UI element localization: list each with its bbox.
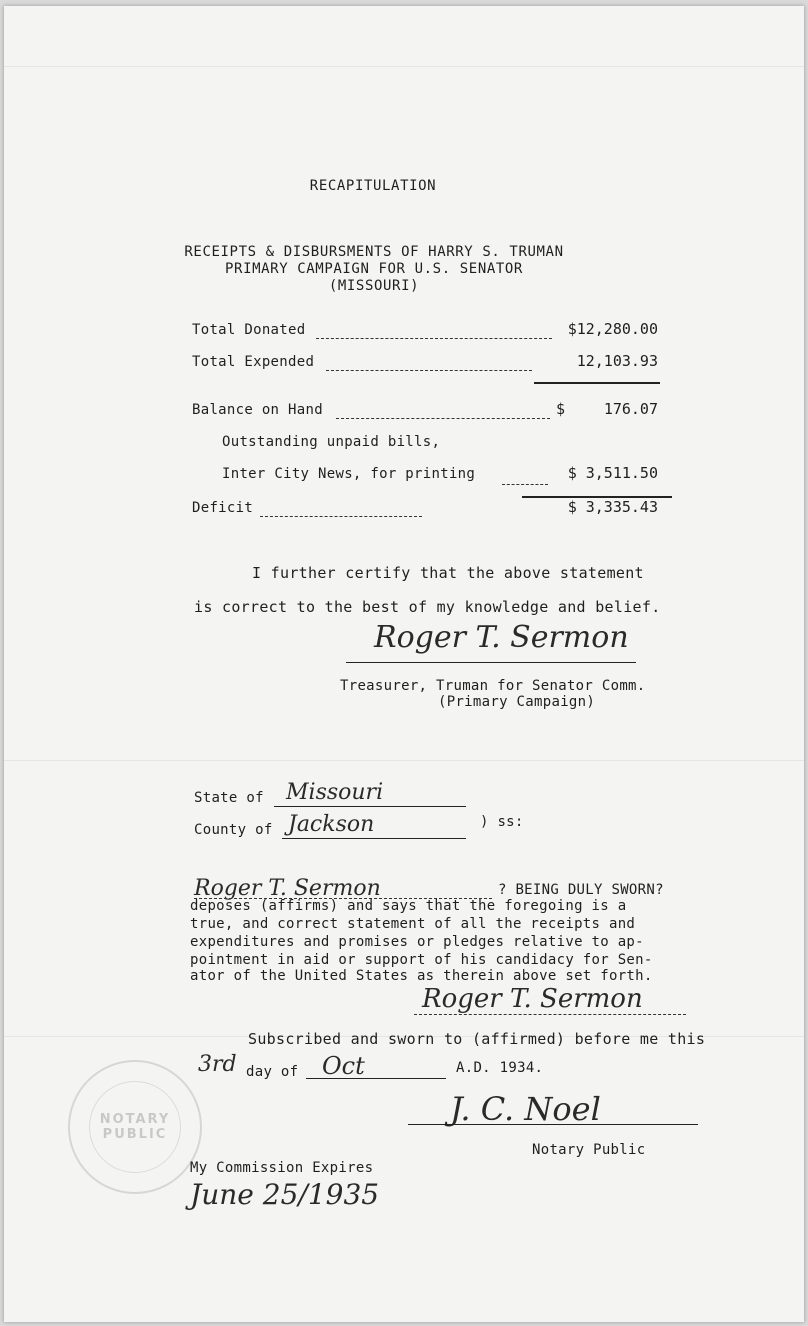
certification-line: is correct to the best of my knowledge and belief. <box>194 598 661 616</box>
signature-line <box>346 662 636 663</box>
deficit-amount: $ 3,335.43 <box>567 498 658 516</box>
notary-label: Notary Public <box>532 1142 646 1158</box>
affiant-name: Roger T. Sermon <box>194 876 381 901</box>
state-label: State of <box>194 790 264 806</box>
paper-crease <box>4 66 804 67</box>
document-page <box>4 6 804 1322</box>
treasurer-title: Treasurer, Truman for Senator Comm. <box>340 678 646 694</box>
seal-text: PUBLIC <box>102 1127 168 1142</box>
commission-label: My Commission Expires <box>190 1160 374 1176</box>
leader-line <box>260 516 422 517</box>
sum-rule <box>534 382 660 384</box>
paper-crease <box>4 760 804 761</box>
total-donated-label: Total Donated <box>192 322 306 338</box>
treasurer-title: (Primary Campaign) <box>438 694 596 710</box>
leader-line <box>316 338 552 339</box>
state-value: Missouri <box>286 780 384 805</box>
signature-line <box>408 1124 698 1125</box>
bill-label: Inter City News, for printing <box>222 466 476 482</box>
balance-currency: $ <box>556 400 566 418</box>
jurat-body-line: expenditures and promises or pledges relative to ap- <box>190 934 644 950</box>
document-title-line: RECEIPTS & DISBURSMENTS OF HARRY S. TRUMAN <box>184 244 564 260</box>
ss-label: ) ss: <box>480 814 524 830</box>
month-value: Oct <box>322 1052 365 1080</box>
jurat-body-line: deposes (affirms) and says that the foregoing is a <box>190 898 627 914</box>
deficit-label: Deficit <box>192 500 254 516</box>
leader-line <box>336 418 550 419</box>
leader-line <box>326 370 532 371</box>
document-title-line: (MISSOURI) <box>328 278 420 294</box>
jurat-body-line: ator of the United States as therein above set forth. <box>190 968 653 984</box>
notary-seal-icon <box>68 1060 202 1194</box>
total-expended-label: Total Expended <box>192 354 315 370</box>
fill-line <box>306 1078 446 1079</box>
bill-amount: $ 3,511.50 <box>567 464 658 482</box>
document-heading: RECAPITULATION <box>309 178 437 194</box>
balance-amount: 176.07 <box>603 400 658 418</box>
county-label: County of <box>194 822 273 838</box>
day-label: day of <box>246 1064 299 1080</box>
jurat-body-line: pointment in aid or support of his candidacy for Sen- <box>190 952 653 968</box>
certification-line: I further certify that the above statement <box>252 564 644 582</box>
sworn-label: ? BEING DULY SWORN? <box>498 882 664 898</box>
commission-date: June 25/1935 <box>190 1178 380 1211</box>
day-value: 3rd <box>198 1052 237 1077</box>
signature-line <box>414 1014 686 1015</box>
jurat-body-line: true, and correct statement of all the receipts and <box>190 916 636 932</box>
notary-signature: J. C. Noel <box>450 1090 601 1128</box>
affiant-signature: Roger T. Sermon <box>422 984 643 1014</box>
fill-line <box>274 806 466 807</box>
year-label: A.D. 1934. <box>456 1060 544 1076</box>
county-value: Jackson <box>288 812 375 837</box>
total-expended-amount: 12,103.93 <box>576 352 658 370</box>
outstanding-label: Outstanding unpaid bills, <box>222 434 441 450</box>
subscribed-line: Subscribed and sworn to (affirmed) before me this <box>248 1030 706 1048</box>
seal-text: NOTARY <box>99 1112 171 1127</box>
leader-line <box>502 484 548 485</box>
fill-line <box>282 838 466 839</box>
total-donated-amount: $12,280.00 <box>567 320 658 338</box>
document-title-line: PRIMARY CAMPAIGN FOR U.S. SENATOR <box>225 261 523 277</box>
treasurer-signature: Roger T. Sermon <box>374 620 629 655</box>
balance-label: Balance on Hand <box>192 402 323 418</box>
